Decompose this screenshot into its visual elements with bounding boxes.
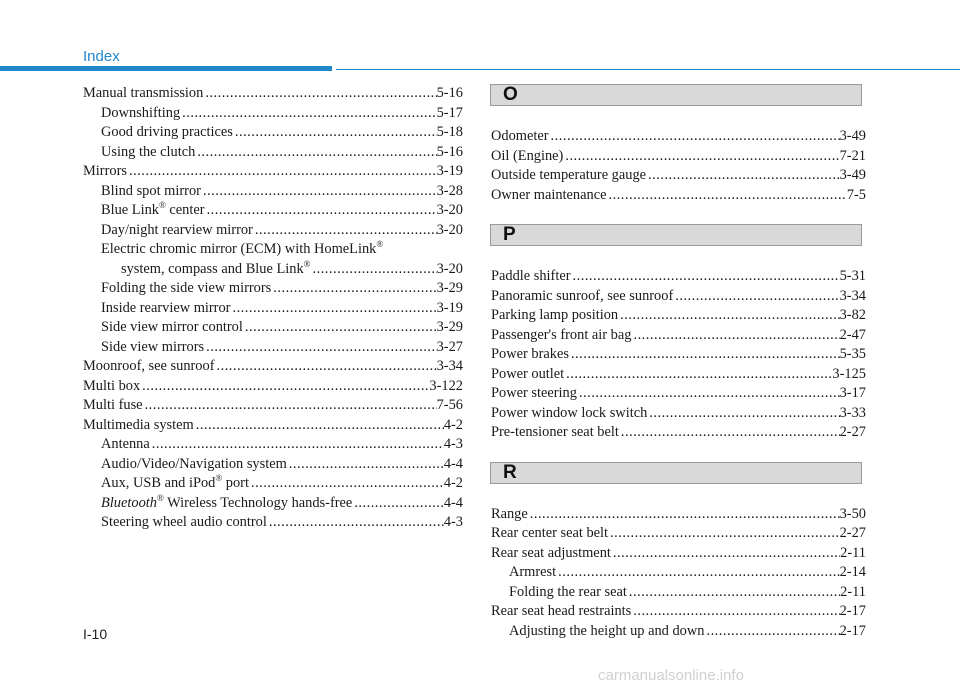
index-entry: Outside temperature gauge ..... 3-49 [491,166,866,186]
index-subentry: Folding the rear seat ..... 2-11 [491,583,866,603]
index-entry: Rear seat head restraints ..... 2-17 [491,602,866,622]
index-subentry: Side view mirror control ..... 3-29 [83,318,463,338]
index-subentry: Adjusting the height up and down ..... 2-17 [491,622,866,642]
index-entry: Pre-tensioner seat belt ..... 2-27 [491,423,866,443]
index-entry: Odometer ..... 3-49 [491,127,866,147]
index-subentry: Aux, USB and iPod® port ..... 4-2 [83,474,463,494]
index-subentry: Good driving practices ..... 5-18 [83,123,463,143]
index-entry: Oil (Engine) ..... 7-21 [491,147,866,167]
section-header-r: R [490,462,862,484]
page-header-title: Index [83,48,120,65]
index-subentry: Audio/Video/Navigation system ..... 4-4 [83,455,463,475]
index-subentry: Folding the side view mirrors ..... 3-29 [83,279,463,299]
index-column-right [491,84,866,641]
page-number: I-10 [83,626,108,642]
watermark: carmanualsonline.info [598,667,744,684]
index-subentry: Antenna ..... 4-3 [83,435,463,455]
index-entry: Power steering ..... 3-17 [491,384,866,404]
index-entry: Power brakes ..... 5-35 [491,345,866,365]
index-subentry: Day/night rearview mirror ..... 3-20 [83,221,463,241]
index-subentry: Side view mirrors ..... 3-27 [83,338,463,358]
index-entry: Multi fuse ..... 7-56 [83,396,463,416]
index-subentry: Inside rearview mirror ..... 3-19 [83,299,463,319]
index-subentry-continuation: system, compass and Blue Link® ..... 3-20 [83,260,463,280]
index-subentry: Bluetooth® Wireless Technology hands-free ..... 4-4 [83,494,463,514]
index-subentry: Blind spot mirror ..... 3-28 [83,182,463,202]
index-entry: Moonroof, see sunroof ..... 3-34 [83,357,463,377]
index-subentry: Steering wheel audio control ..... 4-3 [83,513,463,533]
index-entry: Parking lamp position ..... 3-82 [491,306,866,326]
index-entry: Multi box ..... 3-122 [83,377,463,397]
index-entry: Paddle shifter ..... 5-31 [491,267,866,287]
header-bar [0,66,332,71]
index-entry: Rear center seat belt ..... 2-27 [491,524,866,544]
index-entry: Manual transmission ..... 5-16 [83,84,463,104]
index-entry: Mirrors ..... 3-19 [83,162,463,182]
index-entry: Range ..... 3-50 [491,505,866,525]
index-entry: Power window lock switch ..... 3-33 [491,404,866,424]
index-entry: Passenger's front air bag ..... 2-47 [491,326,866,346]
index-entry: Power outlet ..... 3-125 [491,365,866,385]
index-subentry: Using the clutch ..... 5-16 [83,143,463,163]
index-entry: Owner maintenance ..... 7-5 [491,186,866,206]
index-subentry: Blue Link® center ..... 3-20 [83,201,463,221]
index-column-left [83,84,463,533]
index-subentry: Armrest ..... 2-14 [491,563,866,583]
index-subentry: Downshifting ..... 5-17 [83,104,463,124]
index-subentry-heading: Electric chromic mirror (ECM) with HomeLink® [101,239,384,257]
index-entry: Multimedia system ..... 4-2 [83,416,463,436]
header-rule [336,69,960,70]
section-header-o: O [490,84,862,106]
index-entry: Rear seat adjustment ..... 2-11 [491,544,866,564]
section-header-p: P [490,224,862,246]
index-entry: Panoramic sunroof, see sunroof ..... 3-34 [491,287,866,307]
